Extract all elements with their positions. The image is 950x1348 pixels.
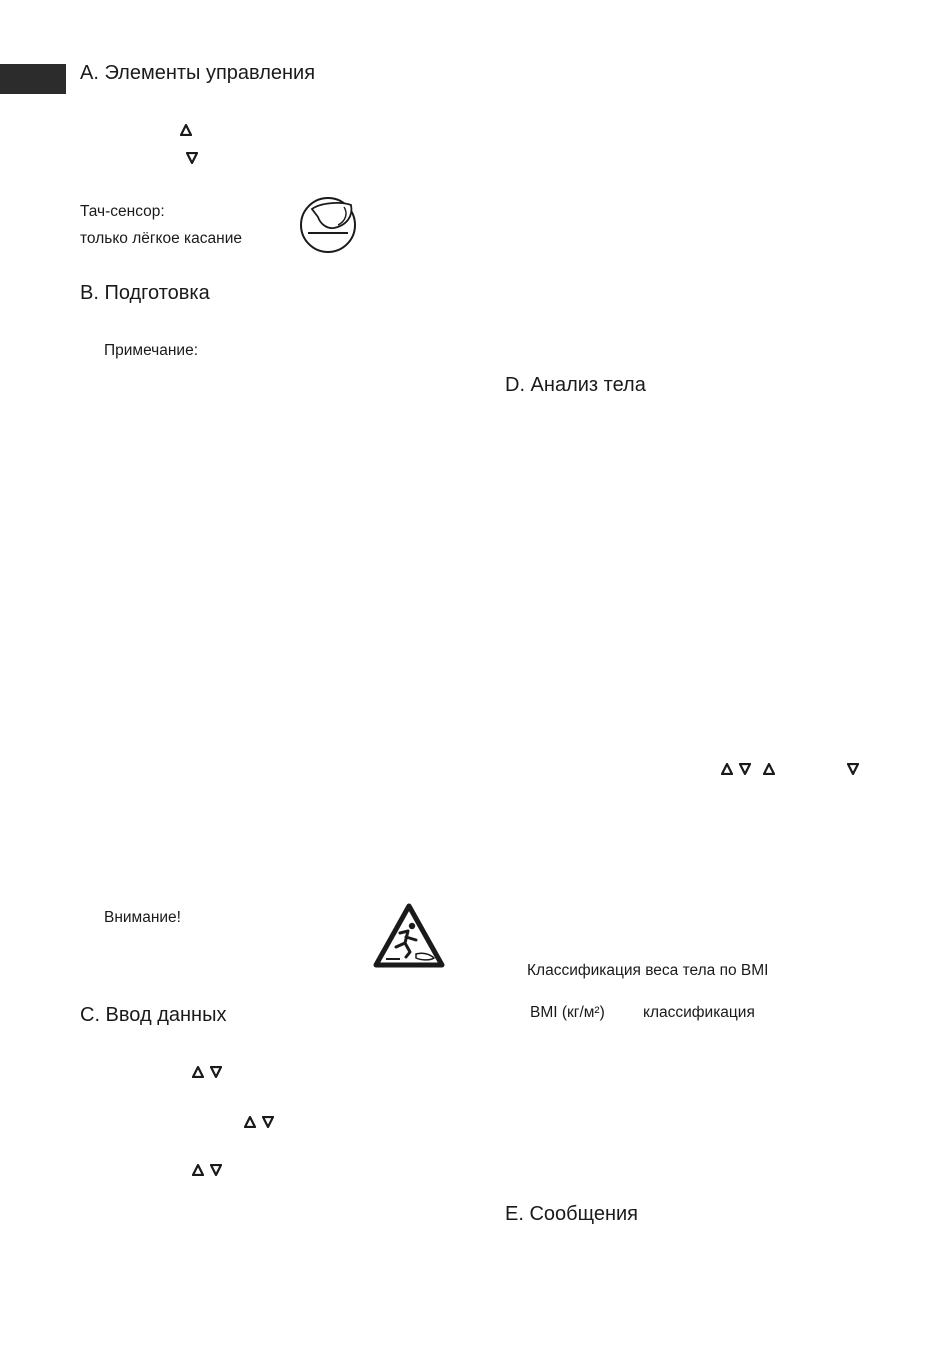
arrow-down-icon <box>847 763 859 775</box>
arrow-up-icon <box>192 1164 204 1176</box>
heading-controls: A. Элементы управления <box>80 62 316 84</box>
arrow-up-icon <box>180 124 192 136</box>
arrow-up-icon <box>721 763 733 775</box>
heading-preparation: B. Подготовка <box>80 282 210 304</box>
heading-messages: E. Сообщения <box>505 1203 638 1225</box>
bmi-column-header-classification: классификация <box>643 1004 755 1021</box>
arrow-down-icon <box>739 763 751 775</box>
bmi-column-header-bmi: BMI (кг/м²) <box>530 1004 605 1021</box>
arrow-down-icon <box>262 1116 274 1128</box>
arrow-down-icon <box>210 1164 222 1176</box>
slippery-surface-warning-icon <box>372 902 446 975</box>
touch-sensor-label: Тач-сенсор: <box>80 203 165 220</box>
bmi-table-title: Классификация веса тела по BMI <box>527 962 769 979</box>
page-tab-marker <box>0 64 66 94</box>
heading-body-analysis: D. Анализ тела <box>505 374 646 396</box>
arrow-up-icon <box>763 763 775 775</box>
heading-data-entry: C. Ввод данных <box>80 1004 227 1026</box>
arrow-down-icon <box>186 152 198 164</box>
arrow-up-icon <box>244 1116 256 1128</box>
arrow-up-icon <box>192 1066 204 1078</box>
touch-sensor-hint: только лёгкое касание <box>80 230 242 247</box>
note-label: Примечание: <box>104 342 199 359</box>
warning-label: Внимание! <box>104 909 181 926</box>
arrow-down-icon <box>210 1066 222 1078</box>
touch-sensor-icon <box>298 195 358 260</box>
